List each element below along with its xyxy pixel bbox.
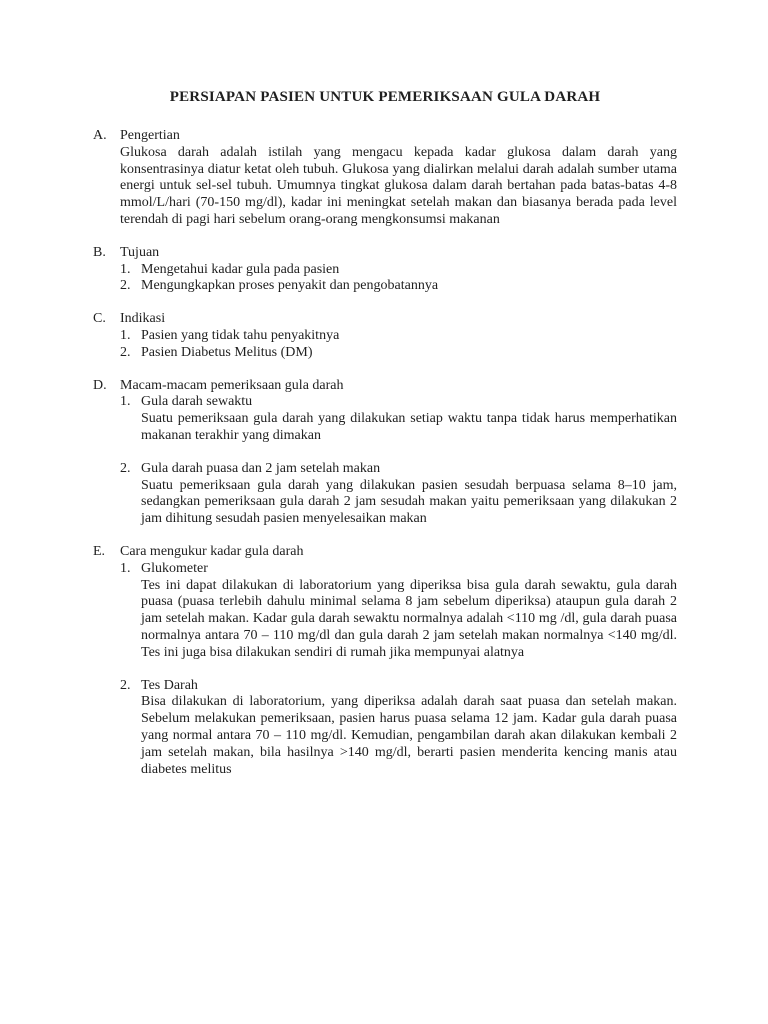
list-item-number: 1. bbox=[120, 261, 131, 277]
list-item-number: 2. bbox=[120, 278, 131, 294]
section-cara-mengukur bbox=[93, 544, 677, 778]
list-item-title: Glukometer bbox=[141, 560, 208, 576]
section-letter: E. bbox=[93, 543, 106, 559]
section-heading: Pengertian bbox=[120, 128, 180, 143]
list-item-title: Gula darah sewaktu bbox=[141, 394, 253, 410]
section-paragraph: Glukosa darah adalah istilah yang mengacu kepada kadar glukosa dalam darah yang konsentrasinya diatur ketat oleh tubuh. Glukosa yang dialirkan melalui darah adalah sumber utama energi untuk sel-sel tubuh. Umumnya tingkat glukosa dalam darah bertahan pada batas-batas 4-8 mmol/L/hari (70-150 mg/dl), kadar ini meningkat setelah makan dan biasanya berada pada level terendah di pagi hari sebelum orang-orang mengkonsumsi makanan bbox=[120, 144, 677, 227]
list-item-number: 2. bbox=[120, 344, 131, 360]
list-item bbox=[120, 278, 677, 295]
list-item bbox=[120, 678, 677, 779]
section-tujuan bbox=[93, 245, 677, 295]
section-heading: Cara mengukur kadar gula darah bbox=[120, 543, 304, 559]
list-item-number: 1. bbox=[120, 560, 131, 576]
section-letter: C. bbox=[93, 311, 106, 327]
list-item-paragraph: Suatu pemeriksaan gula darah yang dilakukan setiap waktu tanpa tidak harus memperhatikan makanan terakhir yang dimakan bbox=[141, 411, 677, 443]
section-pengertian bbox=[93, 128, 677, 229]
list-item-title: Gula darah puasa dan 2 jam setelah makan bbox=[141, 460, 381, 476]
list-item-title: Tes Darah bbox=[141, 677, 198, 693]
list-item-text: Pasien Diabetus Melitus (DM) bbox=[141, 344, 313, 360]
list-item bbox=[120, 394, 677, 444]
section-letter: D. bbox=[93, 377, 107, 393]
list-item-number: 1. bbox=[120, 394, 131, 410]
list-item-number: 2. bbox=[120, 460, 131, 476]
list-item bbox=[120, 461, 677, 528]
list-item-paragraph: Tes ini dapat dilakukan di laboratorium yang diperiksa bisa gula darah sewaktu, gula darah puasa (puasa terlebih dahulu minimal selama 8 jam sebelum diperiksa) ataupun gula darah 2 jam setelah makan. Kadar gula darah sewaktu normalnya adalah <110 mg /dl, gula darah puasa normalnya antara 70 – 110 mg/dl dan gula darah 2 jam setelah makan normalnya <140 mg/dl. Tes ini juga bisa dilakukan sendiri di rumah jika mempunyai alatnya bbox=[141, 577, 677, 660]
section-letter: A. bbox=[93, 128, 107, 143]
section-letter: B. bbox=[93, 244, 106, 260]
list-item-text: Pasien yang tidak tahu penyakitnya bbox=[141, 327, 340, 343]
list-item-text: Mengungkapkan proses penyakit dan pengobatannya bbox=[141, 278, 439, 294]
list-item bbox=[120, 328, 677, 345]
section-heading: Indikasi bbox=[120, 311, 166, 327]
list-item-paragraph: Bisa dilakukan di laboratorium, yang diperiksa adalah darah saat puasa dan setelah makan. Sebelum melakukan pemeriksaan, pasien harus puasa selama 12 jam. Kadar gula darah puasa yang normal antara 70 – 110 mg/dl. Kemudian, pengambilan darah akan dilakukan kembali 2 jam setelah makan, bila hasilnya >140 mg/dl, berarti pasien menderita kencing manis atau diabetes melitus bbox=[141, 694, 677, 777]
section-indikasi bbox=[93, 311, 677, 361]
list-item-number: 2. bbox=[120, 677, 131, 693]
list-item bbox=[120, 345, 677, 362]
list-item bbox=[120, 561, 677, 662]
section-heading: Tujuan bbox=[120, 244, 160, 260]
section-heading: Macam-macam pemeriksaan gula darah bbox=[120, 377, 344, 393]
list-item bbox=[120, 262, 677, 279]
list-item-text: Mengetahui kadar gula pada pasien bbox=[141, 261, 340, 277]
section-macam-pemeriksaan bbox=[93, 378, 677, 528]
list-item-number: 1. bbox=[120, 327, 131, 343]
list-item-paragraph: Suatu pemeriksaan gula darah yang dilakukan pasien sesudah berpuasa selama 8–10 jam, sedangkan pemeriksaan gula darah 2 jam sesudah makan yaitu pemeriksaan yang dilakukan 2 jam dihitung sesudah pasien menyelesaikan makan bbox=[141, 477, 677, 527]
page-title: PERSIAPAN PASIEN UNTUK PEMERIKSAAN GULA DARAH bbox=[169, 89, 601, 105]
